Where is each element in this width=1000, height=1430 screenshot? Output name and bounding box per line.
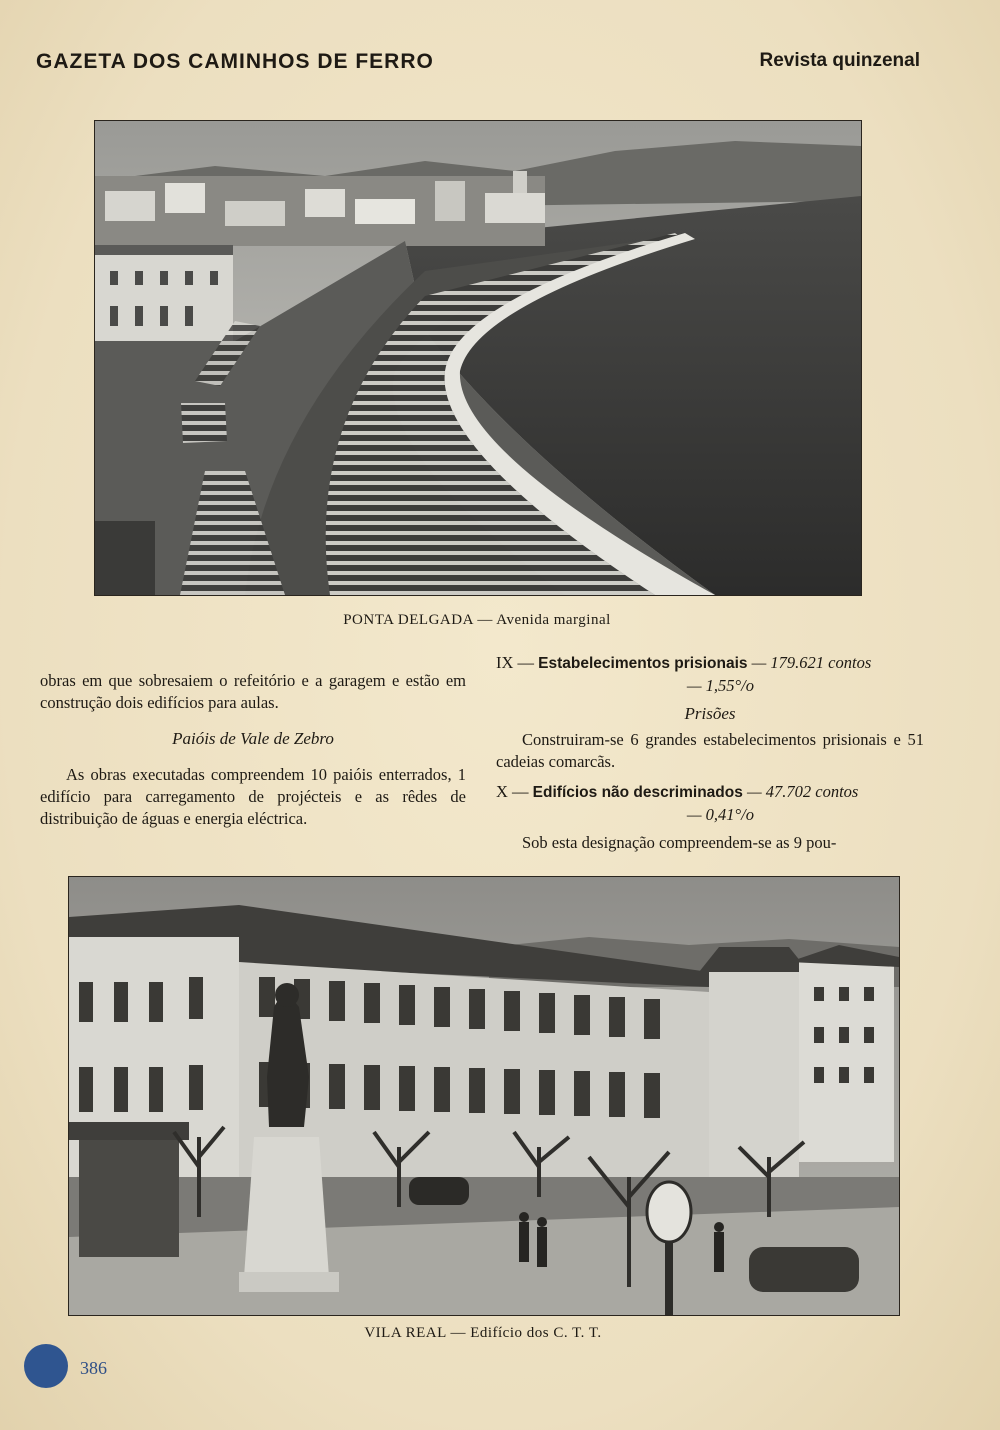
item-value: — 47.702 contos: [742, 782, 859, 801]
photo-vila-real: [68, 876, 900, 1316]
section-heading: Prisões: [684, 704, 736, 723]
page-marker-circle: [24, 1344, 68, 1388]
paragraph: Construiram-se 6 grandes estabelecimentos prisionais e 51 cadeias comarcãs.: [496, 730, 924, 771]
item-value: — 179.621 contos: [747, 653, 872, 672]
item-label: Estabelecimentos prisionais: [538, 655, 748, 672]
caption-dash: —: [473, 612, 497, 628]
item-label: Edifícios não descriminados: [532, 784, 743, 801]
page-number: 386: [80, 1358, 107, 1378]
section-heading: Paióis de Vale de Zebro: [172, 729, 334, 748]
paragraph: obras em que sobresaiem o refeitório e a garagem e estão em construção dois edifícios para aulas.: [40, 671, 466, 712]
caption-place: PONTA DELGADA: [343, 612, 474, 628]
magazine-subtitle: Revista quinzenal: [759, 50, 920, 71]
paragraph: As obras executadas compreendem 10 paióis enterrados, 1 edifício para carregamento de projécteis e as rêdes de distribuição de águas e energia eléctrica.: [40, 765, 466, 828]
paragraph: Sob esta designação compreendem-se as 9 pou-: [522, 833, 837, 852]
item-percentage: — 0,41°/o: [686, 805, 754, 824]
caption-place: VILA REAL: [364, 1325, 447, 1341]
left-text-column: [40, 670, 466, 830]
caption-description: Avenida marginal: [496, 612, 611, 628]
caption-dash: —: [446, 1325, 471, 1341]
right-text-column: [496, 652, 924, 854]
item-number: IX —: [496, 653, 539, 672]
caption-description: Edifício dos C. T. T.: [470, 1325, 602, 1341]
budget-item-ix: [496, 652, 924, 675]
item-number: X —: [496, 782, 533, 801]
caption-vila-real: [68, 1325, 898, 1342]
magazine-title: GAZETA DOS CAMINHOS DE FERRO: [36, 50, 434, 73]
budget-item-x: [496, 781, 924, 804]
item-percentage: — 1,55°/o: [686, 676, 754, 695]
caption-ponta-delgada: [94, 612, 860, 629]
photo-ponta-delgada: [94, 120, 862, 596]
